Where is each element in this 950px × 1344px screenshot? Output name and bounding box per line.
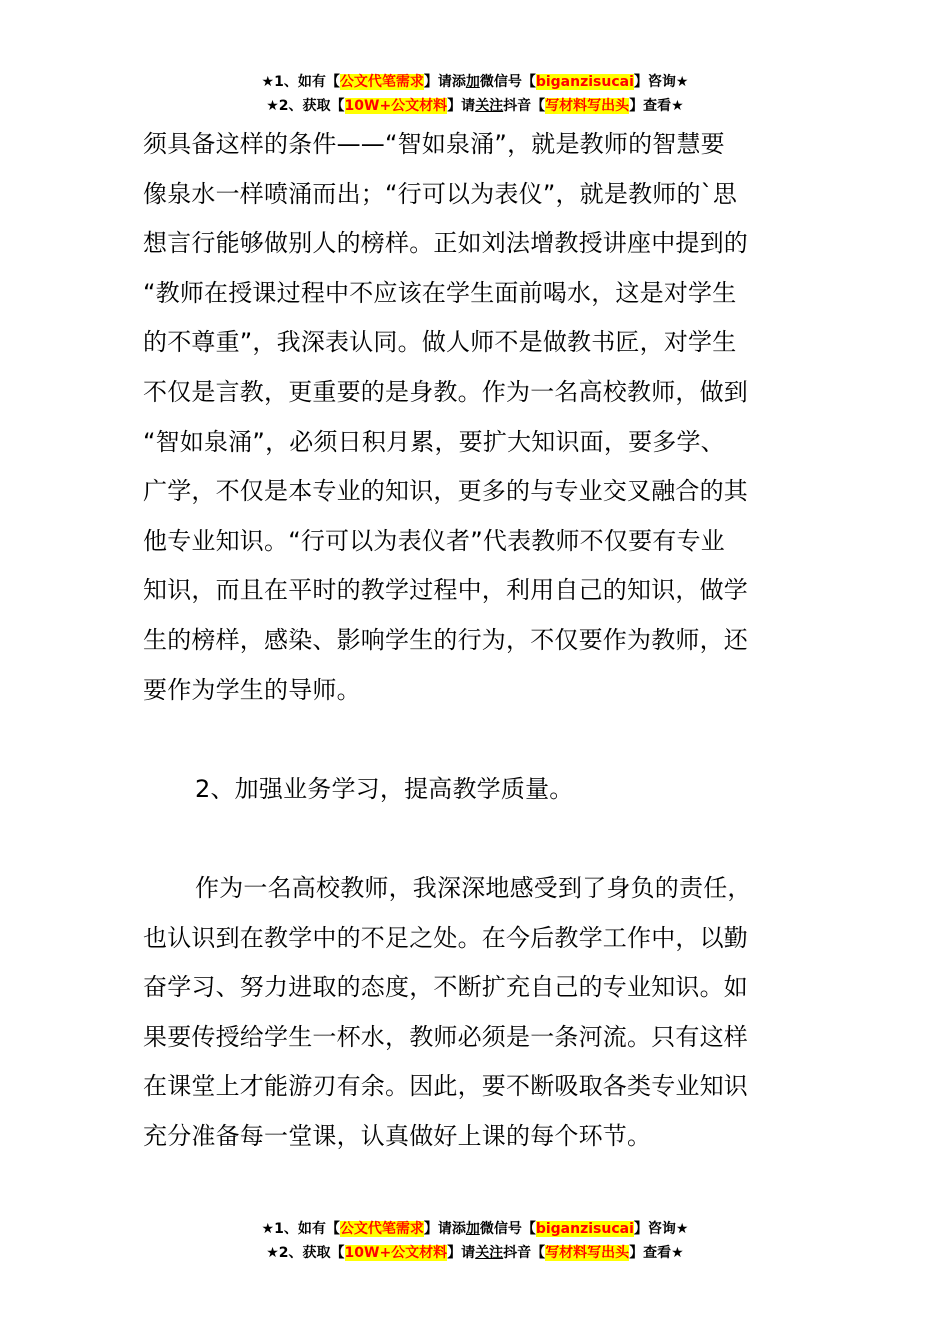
- body-line: 不仅是言教，更重要的是身教。作为一名高校教师，做到: [143, 377, 748, 406]
- body-line: 充分准备每一堂课，认真做好上课的每个环节。: [143, 1121, 652, 1150]
- body-line: 生的榜样，感染、影响学生的行为，不仅要作为教师，还: [143, 625, 748, 654]
- body-line: 像泉水一样喷涌而出；“行可以为表仪”，就是教师的`思: [143, 179, 738, 208]
- banner-line-1: ★1、如有【公文代笔需求】请添加微信号【biganzisucai】咨询★: [261, 74, 689, 90]
- materials-highlight: 10W+公文材料: [344, 1245, 448, 1261]
- body-line: 要作为学生的导师。: [143, 675, 361, 704]
- body-line: 须具备这样的条件——“智如泉涌”，就是教师的智慧要: [143, 130, 725, 158]
- body-line: 他专业知识。“行可以为表仪者”代表教师不仅要有专业: [143, 526, 725, 555]
- banner-line-2: ★2、获取【10W+公文材料】请关注抖音【写材料写出头】查看★: [266, 98, 684, 114]
- douyin-account: 写材料写出头: [545, 1245, 630, 1261]
- service-highlight: 公文代笔需求: [339, 1221, 424, 1237]
- document-body: [143, 120, 811, 1161]
- paragraph-spacer: [143, 814, 811, 864]
- banner-line-2: ★2、获取【10W+公文材料】请关注抖音【写材料写出头】查看★: [266, 1245, 684, 1261]
- body-line: 也认识到在教学中的不足之处。在今后教学工作中，以勤: [143, 923, 748, 952]
- douyin-account: 写材料写出头: [545, 98, 630, 114]
- body-line: 知识，而且在平时的教学过程中，利用自己的知识，做学: [143, 576, 748, 605]
- paragraph-spacer: [143, 715, 811, 765]
- body-line: “智如泉涌”，必须日积月累，要扩大知识面，要多学、: [143, 427, 725, 456]
- body-line: 果要传授给学生一杯水，教师必须是一条河流。只有这样: [143, 1022, 748, 1051]
- wechat-id: biganzisucai: [535, 74, 634, 90]
- body-line: 想言行能够做别人的榜样。正如刘法增教授讲座中提到的: [143, 229, 748, 258]
- materials-highlight: 10W+公文材料: [344, 98, 448, 114]
- header-banner: [0, 70, 950, 118]
- footer-banner: [0, 1217, 950, 1265]
- wechat-id: biganzisucai: [535, 1221, 634, 1237]
- body-line: 作为一名高校教师，我深深地感受到了身负的责任，: [195, 873, 752, 902]
- service-highlight: 公文代笔需求: [339, 74, 424, 90]
- body-line: “教师在授课过程中不应该在学生面前喝水，这是对学生: [143, 278, 737, 307]
- section-heading: 2、加强业务学习，提高教学质量。: [195, 774, 574, 803]
- body-line: 广学，不仅是本专业的知识，更多的与专业交叉融合的其: [143, 477, 748, 506]
- body-line: 奋学习、努力进取的态度，不断扩充自己的专业知识。如: [143, 973, 748, 1002]
- body-line: 的不尊重”，我深表认同。做人师不是做教书匠，对学生: [143, 328, 737, 357]
- banner-line-1: ★1、如有【公文代笔需求】请添加微信号【biganzisucai】咨询★: [261, 1221, 689, 1237]
- body-line: 在课堂上才能游刃有余。因此，要不断吸取各类专业知识: [143, 1072, 748, 1101]
